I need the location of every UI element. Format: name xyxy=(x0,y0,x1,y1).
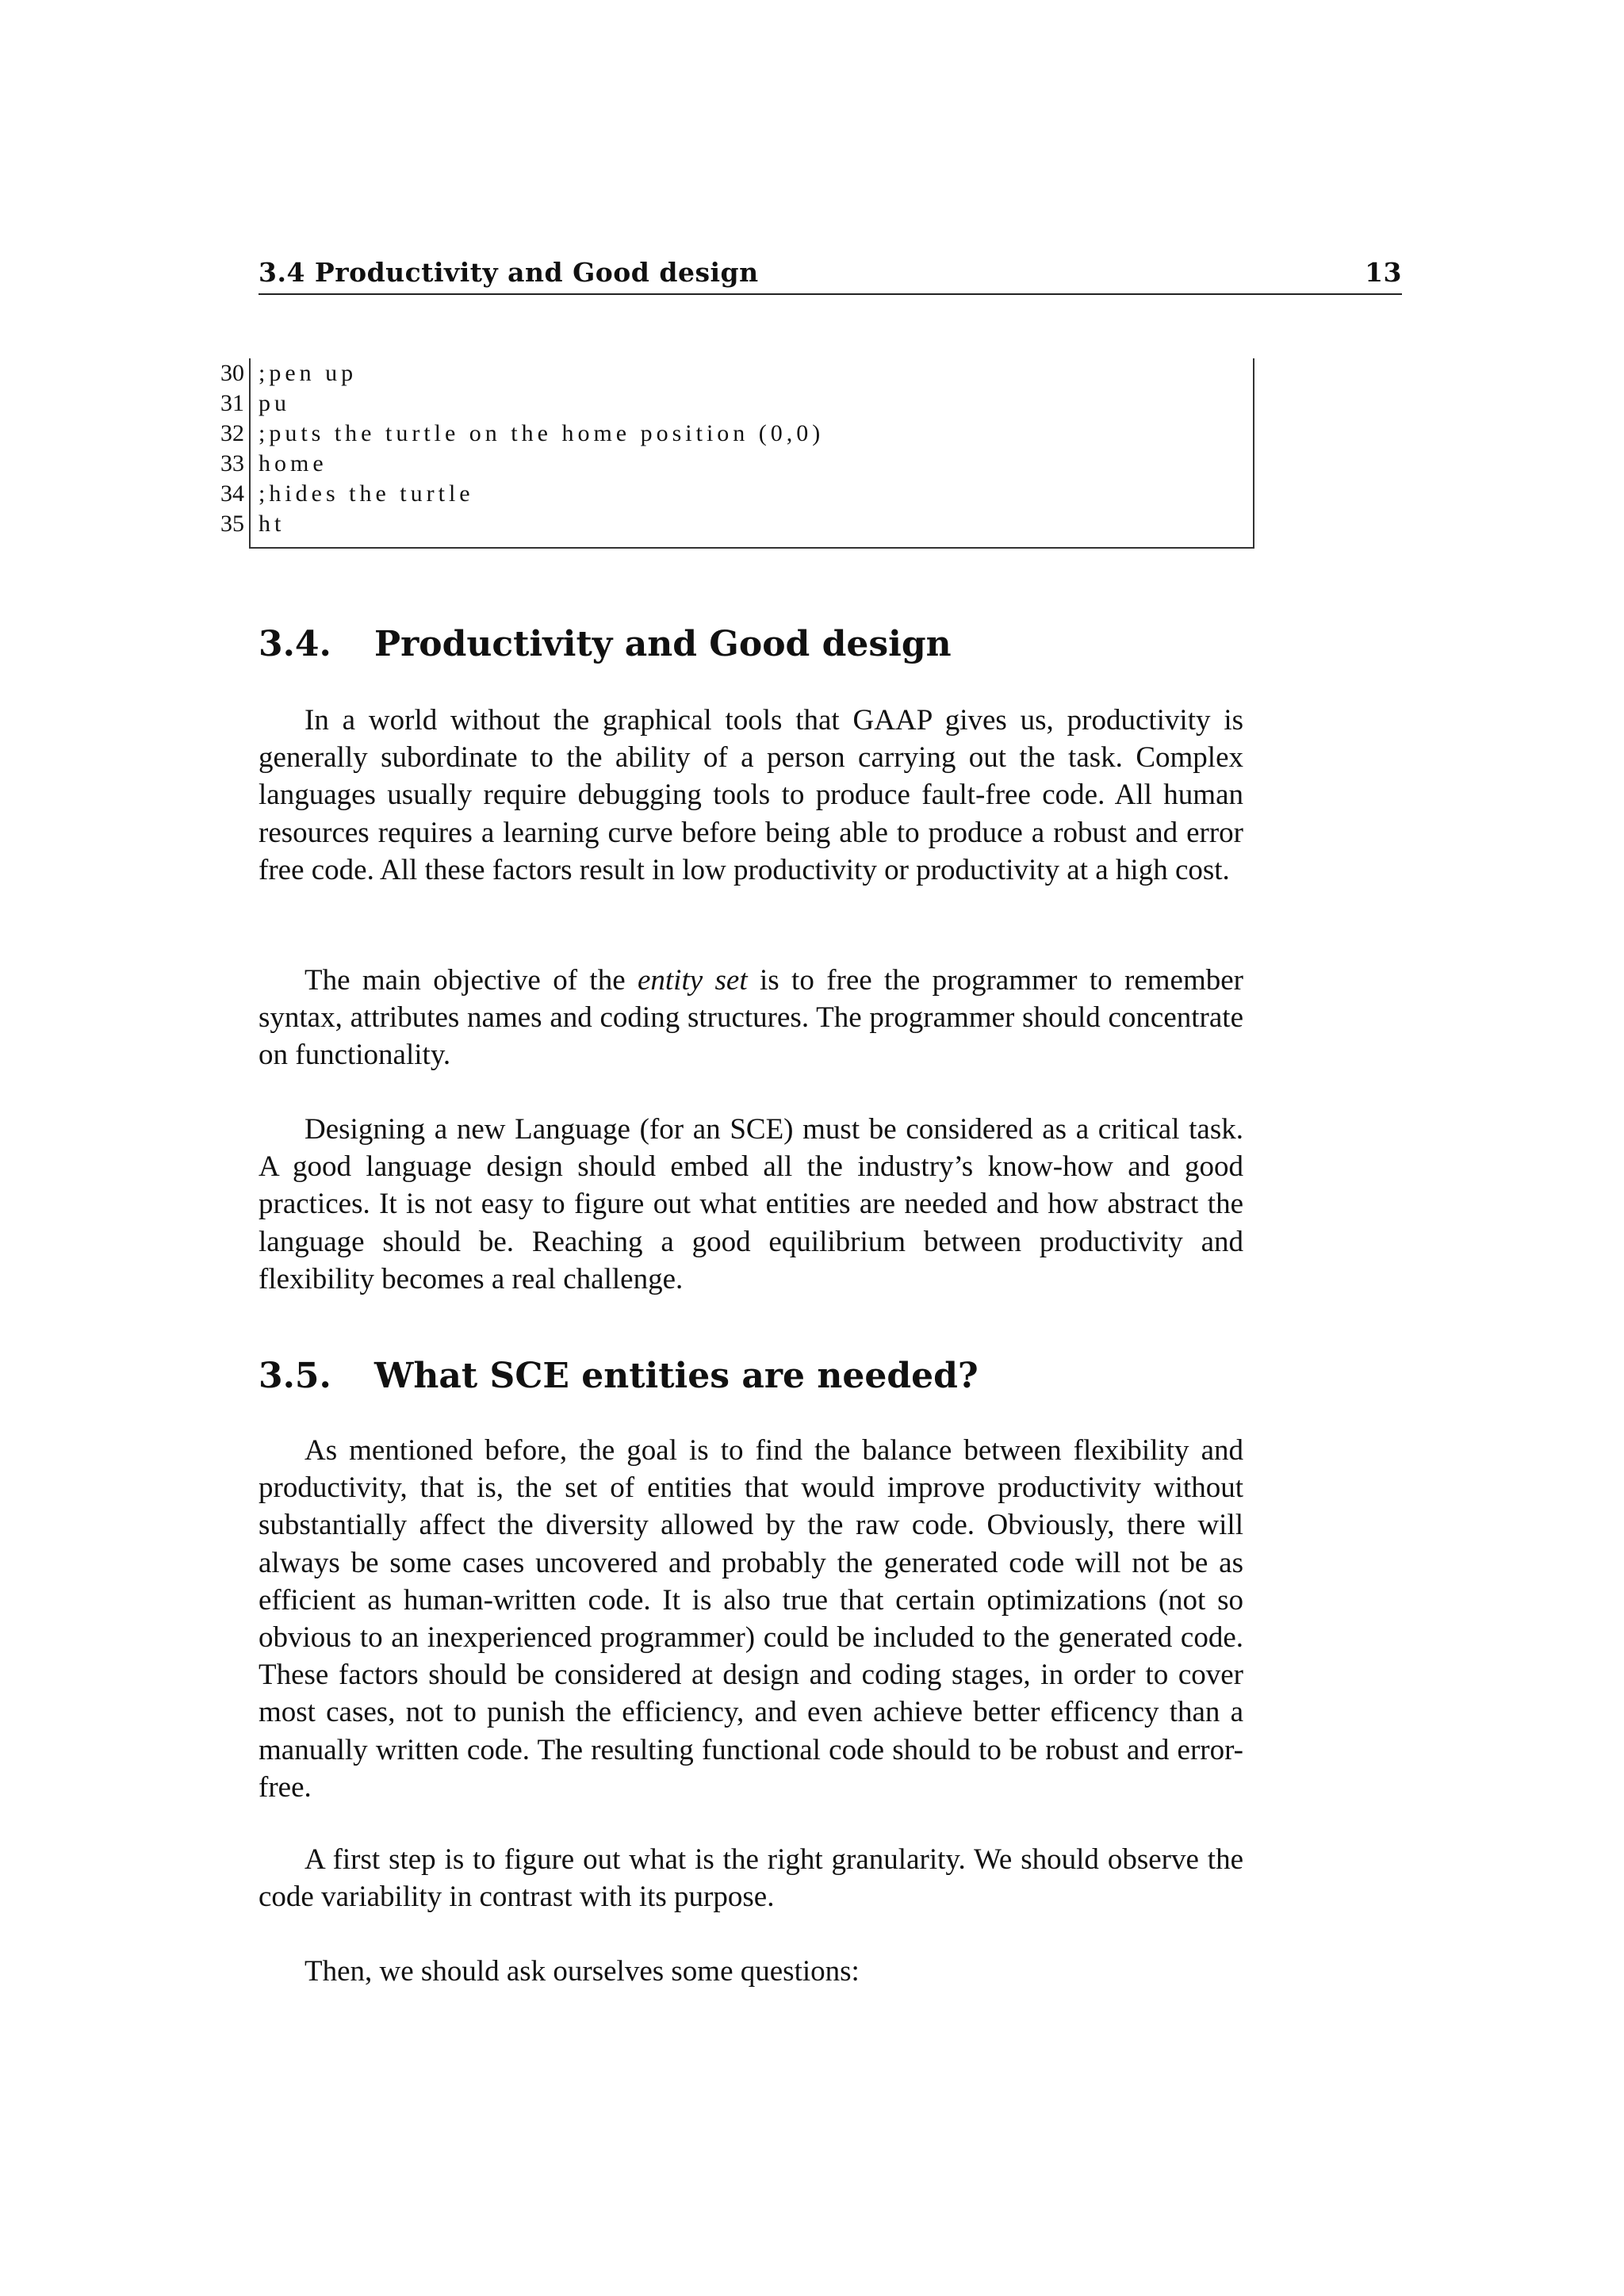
line-number: 33 xyxy=(220,450,244,476)
page-number: 13 xyxy=(1365,257,1402,288)
section-title: What SCE entities are needed? xyxy=(374,1356,979,1396)
section-number: 3.4. xyxy=(259,624,331,664)
code-line xyxy=(208,419,1254,449)
code-line xyxy=(208,509,1254,539)
code-line xyxy=(208,479,1254,509)
section-number: 3.5. xyxy=(259,1356,331,1396)
section-title: Productivity and Good design xyxy=(374,624,952,664)
paragraph: Then, we should ask ourselves some questions: xyxy=(304,1955,860,1988)
code-text: pu xyxy=(259,390,290,416)
paragraph-text: is to free the programmer to remember syntax, attributes names and coding structures. The programmer should concentrate on functionality. xyxy=(259,964,1243,1072)
paragraph-text: The main objective of the xyxy=(304,964,638,997)
code-text: ;hides the turtle xyxy=(259,480,474,507)
emphasis-term: entity set xyxy=(637,964,748,997)
paragraph: In a world without the graphical tools that GAAP gives us, productivity is generally subordinate to the ability of a person carrying out the task. Complex languages usually require debugging tools to produce fault-free code. All human resources requires a learning curve before being able to produce a robust and error free code. All these factors result in low productivity or productivity at a high cost. xyxy=(259,704,1243,886)
line-number: 31 xyxy=(220,390,244,416)
code-text: ht xyxy=(259,511,285,537)
paragraph xyxy=(259,962,1243,1074)
code-line xyxy=(208,388,1254,419)
line-number: 32 xyxy=(220,420,244,446)
section-heading-3-4 xyxy=(259,622,952,667)
paragraph: A first step is to figure out what is the right granularity. We should observe the code variability in contrast with its purpose. xyxy=(259,1843,1243,1914)
paragraph: Designing a new Language (for an SCE) must be considered as a critical task. A good language design should embed all the industry’s know-how and good practices. It is not easy to figure out what entities are needed and how abstract the language should be. Reaching a good equilibrium between productivity and flexibility becomes a real challenge. xyxy=(259,1113,1243,1295)
code-line xyxy=(208,449,1254,479)
code-text: ;puts the turtle on the home position (0,0) xyxy=(259,420,825,446)
code-text: home xyxy=(259,450,327,476)
section-heading-3-5 xyxy=(259,1354,979,1399)
line-number: 35 xyxy=(220,511,244,537)
line-number: 34 xyxy=(220,480,244,507)
code-text: ;pen up xyxy=(259,360,358,386)
running-head xyxy=(259,257,1402,295)
code-line xyxy=(208,358,1254,388)
running-head-title: 3.4 Productivity and Good design xyxy=(259,257,759,288)
paragraph: As mentioned before, the goal is to find the balance between flexibility and productivity, that is, the set of entities that would improve productivity without substantially affect the diversity allowed by the raw code. Obviously, there will always be some cases uncovered and probably the generated code will not be as efficient as human-written code. It is also true that certain optimizations (not so obvious to an inexperienced programmer) could be included to the generated code. These factors should be considered at design and coding stages, in order to cover most cases, not to punish the efficiency, and even achieve better efficency than a manually written code. The resulting functional code should to be robust and error-free. xyxy=(259,1434,1243,1804)
line-number: 30 xyxy=(220,360,244,386)
